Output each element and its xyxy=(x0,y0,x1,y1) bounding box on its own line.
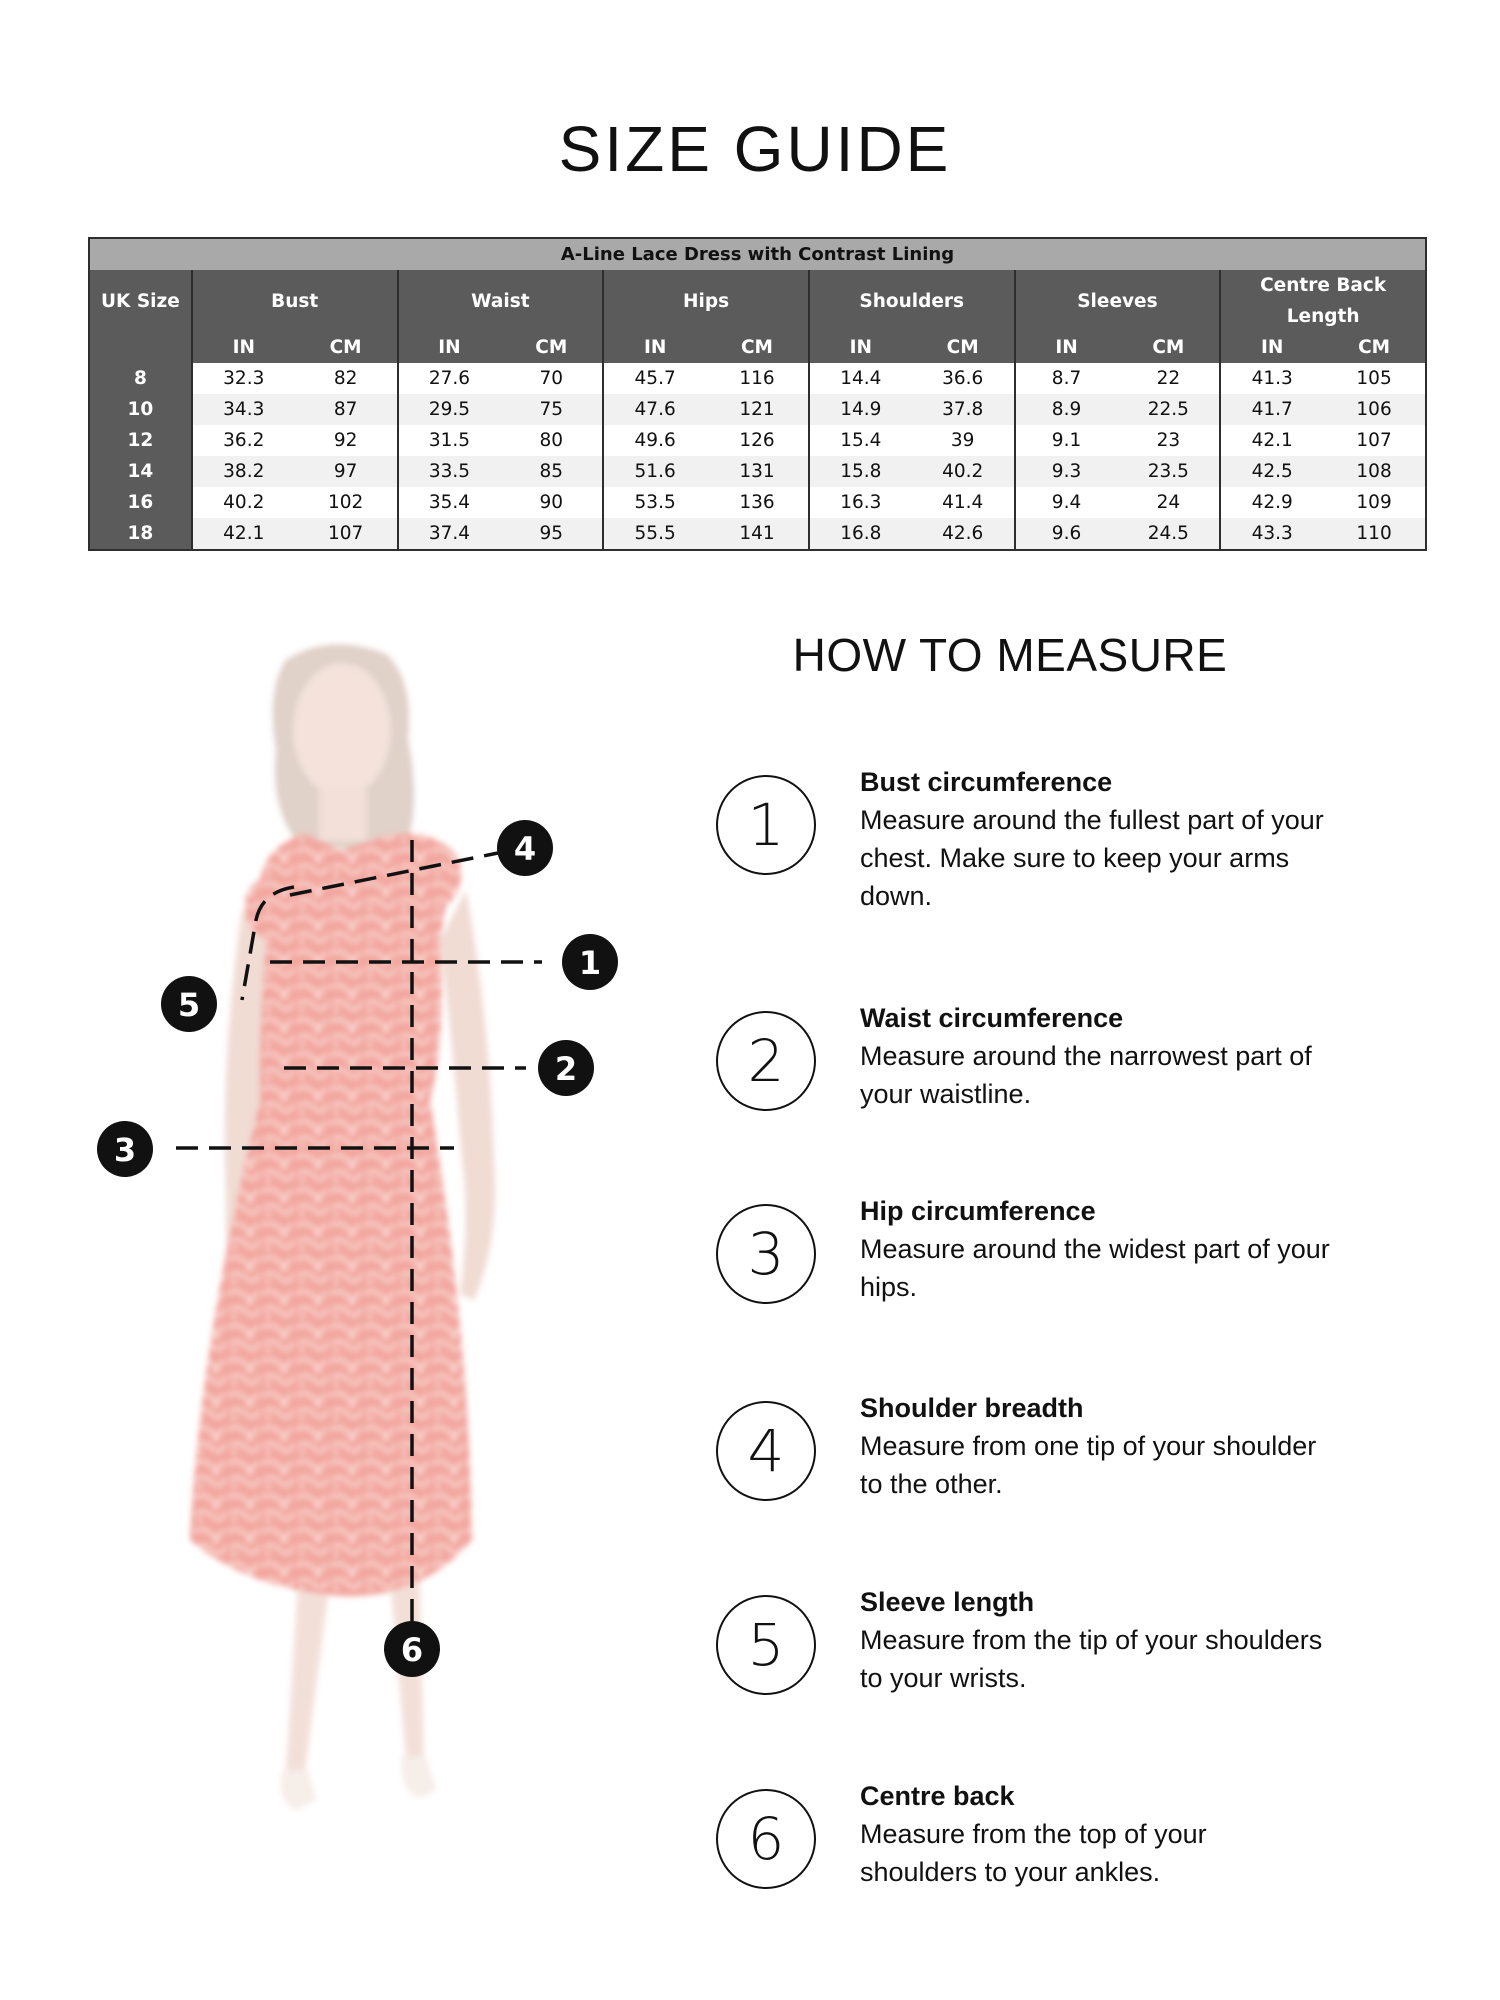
marker-5 xyxy=(161,976,217,1032)
step-number-icon: 3 xyxy=(716,1204,816,1304)
unit-header: CM xyxy=(295,332,398,363)
marker-3-label: 3 xyxy=(113,1131,137,1169)
step-hip xyxy=(716,1196,1416,1326)
step-title: Bust circumference xyxy=(860,767,1113,797)
value-cell: 80 xyxy=(500,425,603,456)
value-cell: 41.3 xyxy=(1220,363,1323,394)
value-cell: 106 xyxy=(1323,394,1426,425)
step-number-icon: 1 xyxy=(716,775,816,875)
table-row xyxy=(89,363,1426,394)
value-cell: 22 xyxy=(1117,363,1220,394)
marker-4-label: 4 xyxy=(513,830,537,868)
size-table xyxy=(88,237,1427,551)
step-description: Measure from one tip of your shoulder to the other. xyxy=(860,1431,1317,1499)
marker-1-label: 1 xyxy=(578,944,602,982)
unit-header: IN xyxy=(192,332,295,363)
size-rows xyxy=(89,363,1426,550)
value-cell: 37.4 xyxy=(398,518,501,550)
value-cell: 9.4 xyxy=(1015,487,1118,518)
value-cell: 51.6 xyxy=(603,456,706,487)
unit-header-blank xyxy=(89,332,192,363)
step-description: Measure around the fullest part of your chest. Make sure to keep your arms down. xyxy=(860,805,1324,911)
value-cell: 110 xyxy=(1323,518,1426,550)
marker-1 xyxy=(562,934,618,990)
marker-3 xyxy=(97,1121,153,1177)
marker-6 xyxy=(384,1621,440,1677)
value-cell: 45.7 xyxy=(603,363,706,394)
value-cell: 108 xyxy=(1323,456,1426,487)
marker-5-label: 5 xyxy=(177,986,201,1024)
size-cell: 8 xyxy=(89,363,192,394)
marker-4 xyxy=(497,820,553,876)
table-caption: A-Line Lace Dress with Contrast Lining xyxy=(89,238,1426,270)
value-cell: 8.9 xyxy=(1015,394,1118,425)
step-number-icon: 2 xyxy=(716,1011,816,1111)
value-cell: 55.5 xyxy=(603,518,706,550)
value-cell: 41.4 xyxy=(912,487,1015,518)
value-cell: 97 xyxy=(295,456,398,487)
value-cell: 102 xyxy=(295,487,398,518)
unit-header: CM xyxy=(1323,332,1426,363)
value-cell: 95 xyxy=(500,518,603,550)
unit-header: CM xyxy=(912,332,1015,363)
unit-header: IN xyxy=(603,332,706,363)
value-cell: 15.8 xyxy=(809,456,912,487)
value-cell: 16.3 xyxy=(809,487,912,518)
value-cell: 41.7 xyxy=(1220,394,1323,425)
step-description: Measure from the tip of your shoulders to your wrists. xyxy=(860,1625,1323,1693)
size-header: UK Size xyxy=(89,270,192,332)
value-cell: 14.4 xyxy=(809,363,912,394)
table-group-row xyxy=(89,270,1426,332)
value-cell: 70 xyxy=(500,363,603,394)
value-cell: 75 xyxy=(500,394,603,425)
value-cell: 36.6 xyxy=(912,363,1015,394)
value-cell: 34.3 xyxy=(192,394,295,425)
value-cell: 42.6 xyxy=(912,518,1015,550)
size-cell: 14 xyxy=(89,456,192,487)
step-shoulder xyxy=(716,1393,1416,1523)
page-title: SIZE GUIDE xyxy=(558,113,952,185)
step-centre-back xyxy=(716,1781,1416,1911)
value-cell: 85 xyxy=(500,456,603,487)
step-waist xyxy=(716,1003,1416,1133)
value-cell: 23 xyxy=(1117,425,1220,456)
how-to-measure-title: HOW TO MEASURE xyxy=(792,629,1228,681)
group-header-shoulders: Shoulders xyxy=(809,270,1015,332)
table-row xyxy=(89,425,1426,456)
value-cell: 8.7 xyxy=(1015,363,1118,394)
value-cell: 32.3 xyxy=(192,363,295,394)
value-cell: 82 xyxy=(295,363,398,394)
value-cell: 15.4 xyxy=(809,425,912,456)
step-title: Hip circumference xyxy=(860,1196,1096,1226)
value-cell: 136 xyxy=(706,487,809,518)
value-cell: 53.5 xyxy=(603,487,706,518)
group-header-bust: Bust xyxy=(192,270,398,332)
value-cell: 14.9 xyxy=(809,394,912,425)
unit-header: IN xyxy=(1220,332,1323,363)
value-cell: 40.2 xyxy=(912,456,1015,487)
table-row xyxy=(89,456,1426,487)
table-row xyxy=(89,518,1426,550)
value-cell: 105 xyxy=(1323,363,1426,394)
value-cell: 90 xyxy=(500,487,603,518)
value-cell: 87 xyxy=(295,394,398,425)
value-cell: 47.6 xyxy=(603,394,706,425)
group-header-centre-back: Centre Back Length xyxy=(1220,270,1426,332)
value-cell: 116 xyxy=(706,363,809,394)
value-cell: 141 xyxy=(706,518,809,550)
group-header-sleeves: Sleeves xyxy=(1015,270,1221,332)
step-bust xyxy=(716,767,1416,911)
table-row xyxy=(89,487,1426,518)
unit-header: CM xyxy=(500,332,603,363)
value-cell: 31.5 xyxy=(398,425,501,456)
value-cell: 16.8 xyxy=(809,518,912,550)
value-cell: 36.2 xyxy=(192,425,295,456)
step-number-icon: 5 xyxy=(716,1595,816,1695)
value-cell: 27.6 xyxy=(398,363,501,394)
marker-6-label: 6 xyxy=(400,1631,424,1669)
value-cell: 121 xyxy=(706,394,809,425)
table-unit-row xyxy=(89,332,1426,363)
value-cell: 9.6 xyxy=(1015,518,1118,550)
step-title: Centre back xyxy=(860,1781,1015,1811)
value-cell: 38.2 xyxy=(192,456,295,487)
step-number-icon: 6 xyxy=(716,1789,816,1889)
marker-2-label: 2 xyxy=(554,1050,578,1088)
value-cell: 42.5 xyxy=(1220,456,1323,487)
value-cell: 42.1 xyxy=(1220,425,1323,456)
value-cell: 126 xyxy=(706,425,809,456)
unit-header: IN xyxy=(809,332,912,363)
group-header-waist: Waist xyxy=(398,270,604,332)
value-cell: 39 xyxy=(912,425,1015,456)
size-cell: 12 xyxy=(89,425,192,456)
value-cell: 42.1 xyxy=(192,518,295,550)
step-title: Waist circumference xyxy=(860,1003,1124,1033)
value-cell: 33.5 xyxy=(398,456,501,487)
unit-header: IN xyxy=(398,332,501,363)
value-cell: 24 xyxy=(1117,487,1220,518)
step-description: Measure around the narrowest part of your waistline. xyxy=(860,1041,1312,1109)
step-description: Measure from the top of your shoulders to your ankles. xyxy=(860,1819,1207,1887)
value-cell: 35.4 xyxy=(398,487,501,518)
value-cell: 24.5 xyxy=(1117,518,1220,550)
value-cell: 92 xyxy=(295,425,398,456)
value-cell: 9.3 xyxy=(1015,456,1118,487)
step-title: Shoulder breadth xyxy=(860,1393,1084,1423)
size-cell: 16 xyxy=(89,487,192,518)
step-description: Measure around the widest part of your hips. xyxy=(860,1234,1330,1302)
value-cell: 40.2 xyxy=(192,487,295,518)
size-cell: 10 xyxy=(89,394,192,425)
value-cell: 107 xyxy=(295,518,398,550)
value-cell: 22.5 xyxy=(1117,394,1220,425)
value-cell: 49.6 xyxy=(603,425,706,456)
unit-header: CM xyxy=(1117,332,1220,363)
unit-header: IN xyxy=(1015,332,1118,363)
value-cell: 29.5 xyxy=(398,394,501,425)
size-cell: 18 xyxy=(89,518,192,550)
step-title: Sleeve length xyxy=(860,1587,1035,1617)
table-row xyxy=(89,394,1426,425)
value-cell: 43.3 xyxy=(1220,518,1323,550)
step-number-icon: 4 xyxy=(716,1401,816,1501)
value-cell: 9.1 xyxy=(1015,425,1118,456)
value-cell: 107 xyxy=(1323,425,1426,456)
value-cell: 109 xyxy=(1323,487,1426,518)
model-figure xyxy=(90,640,650,1970)
value-cell: 37.8 xyxy=(912,394,1015,425)
table-caption-row xyxy=(89,238,1426,270)
group-header-hips: Hips xyxy=(603,270,809,332)
marker-2 xyxy=(538,1040,594,1096)
value-cell: 23.5 xyxy=(1117,456,1220,487)
value-cell: 42.9 xyxy=(1220,487,1323,518)
value-cell: 131 xyxy=(706,456,809,487)
step-sleeve xyxy=(716,1587,1416,1717)
unit-header: CM xyxy=(706,332,809,363)
